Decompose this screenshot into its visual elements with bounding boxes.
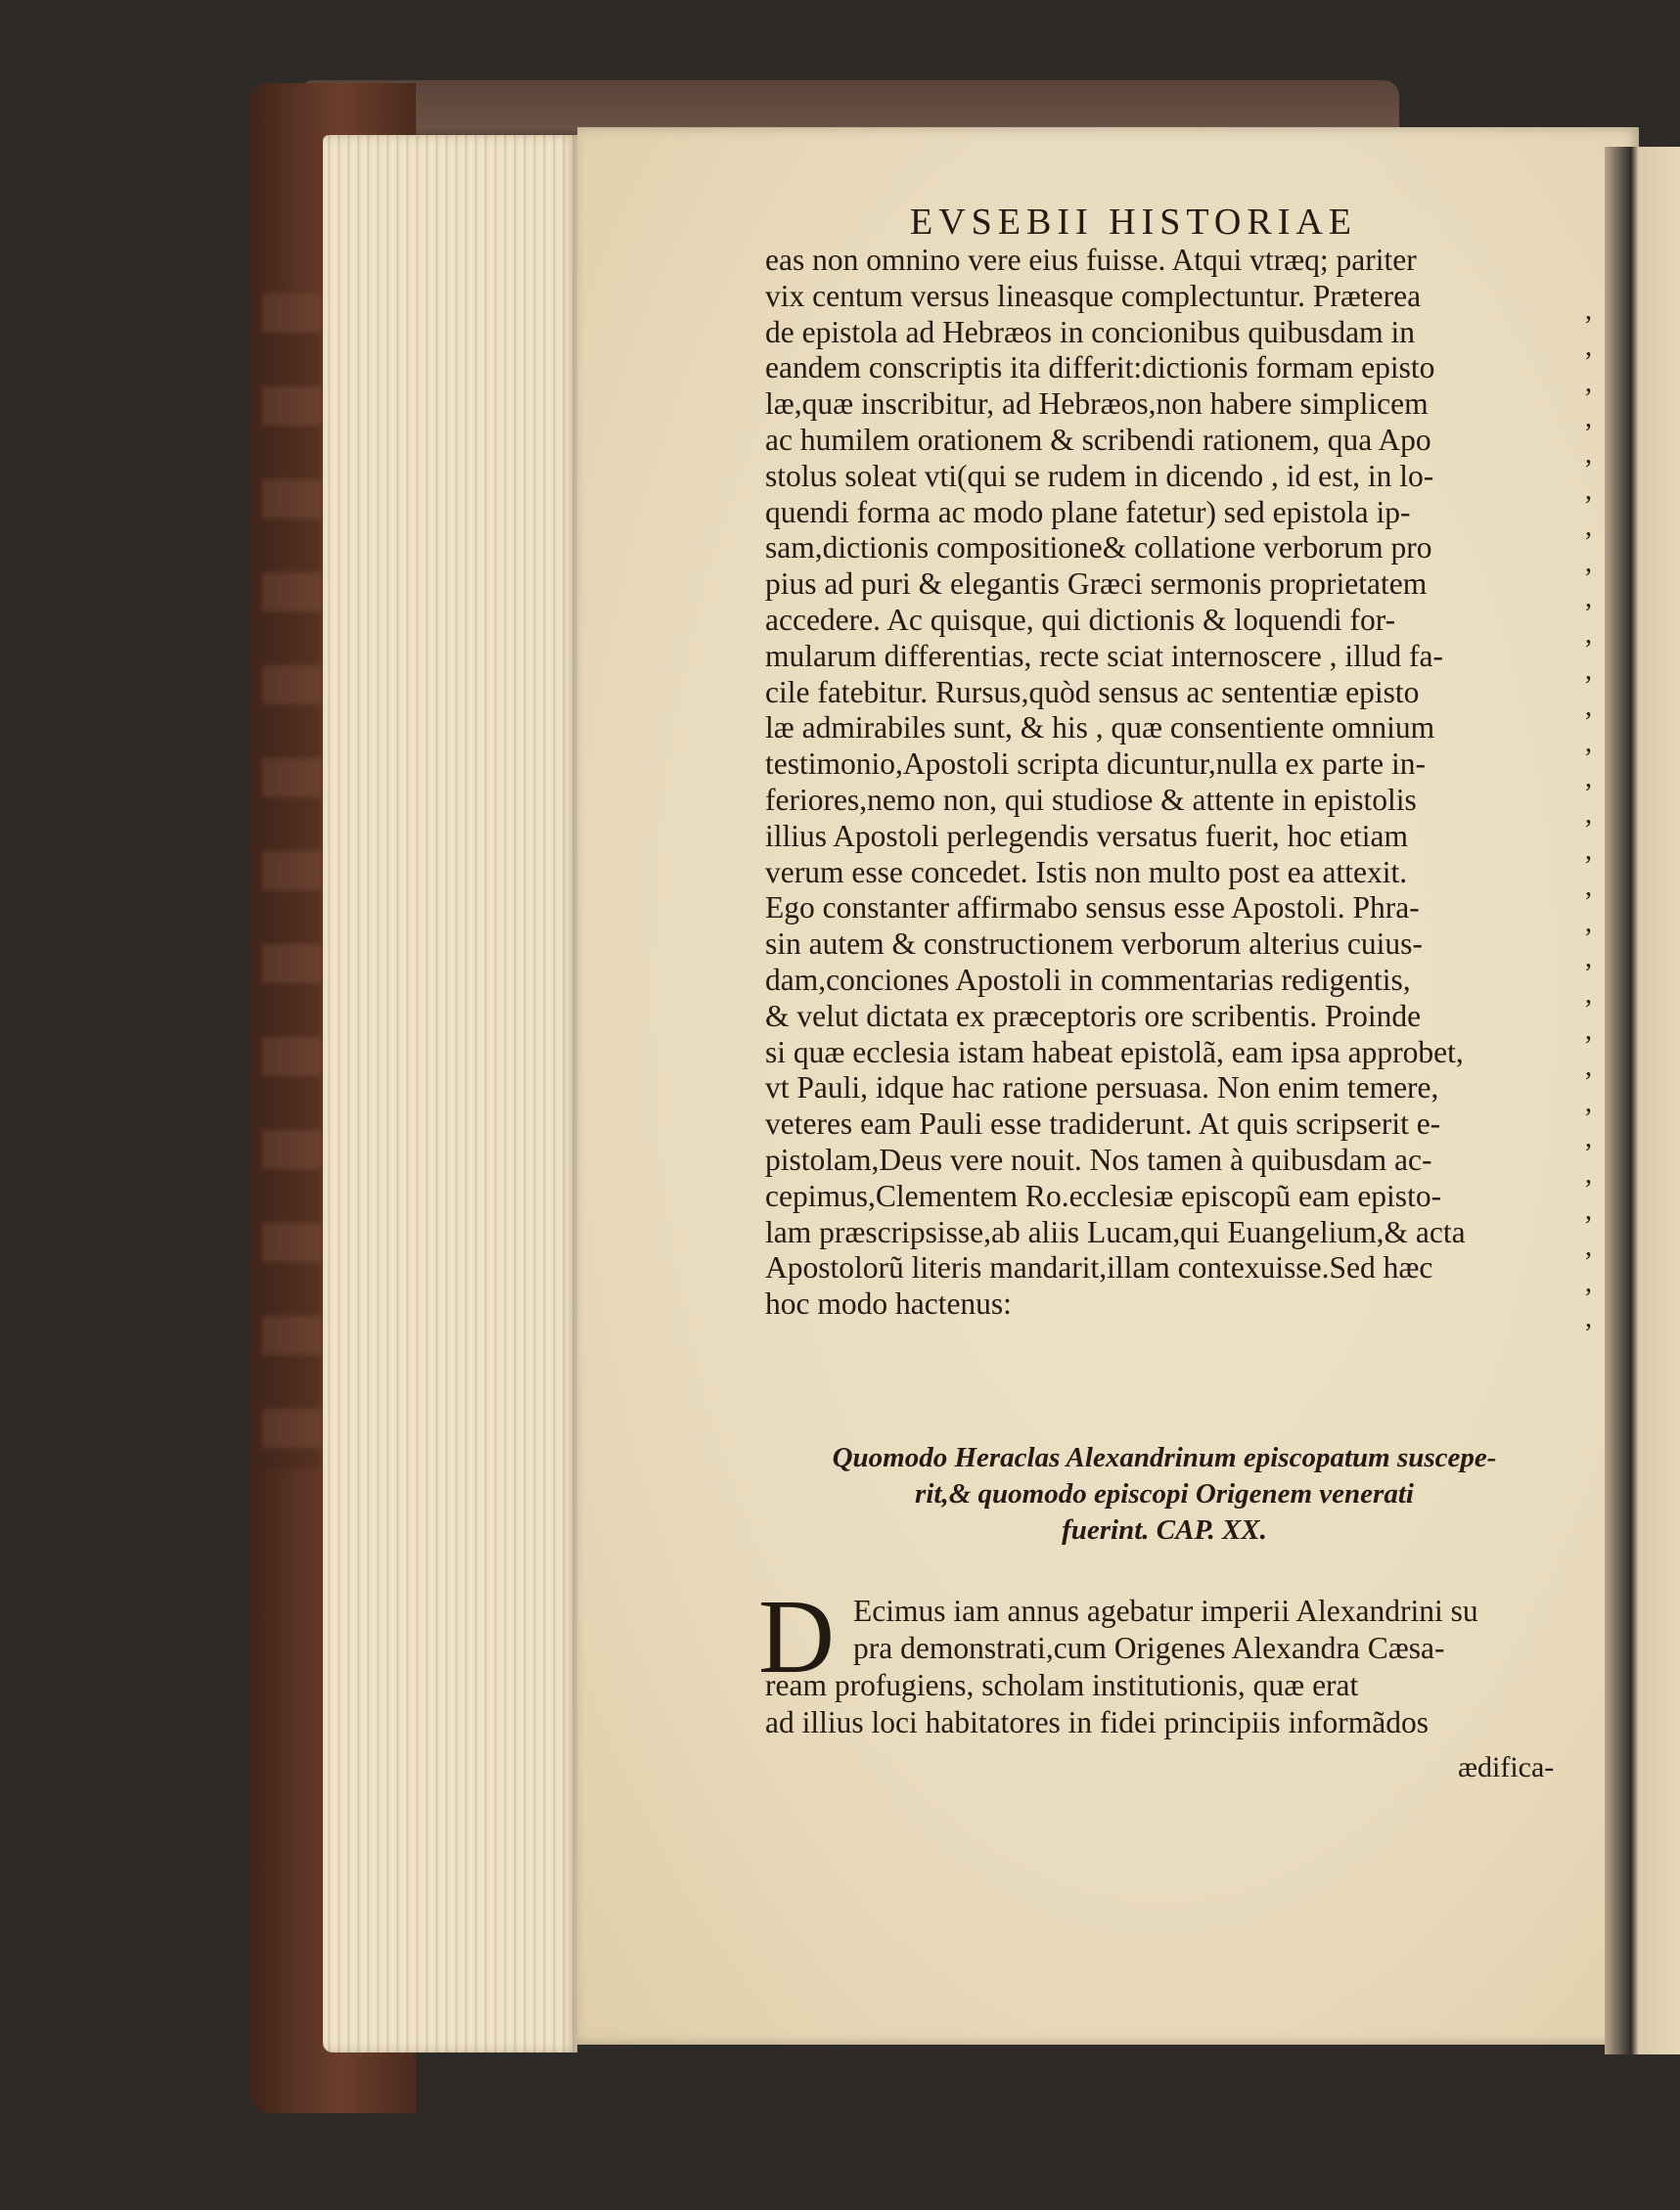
text-line: eandem conscriptis ita differit:dictionis formam episto <box>765 350 1435 385</box>
text-line: quendi forma ac modo plane fatetur) sed epistola ip- <box>765 494 1411 529</box>
text-line: Ego constanter affirmabo sensus esse Apostoli. Phra- <box>765 890 1420 925</box>
binding-wear-texture <box>262 293 321 1467</box>
text-line: ream profugiens, scholam institutionis, quæ erat <box>765 1668 1359 1702</box>
text-line: & velut dictata ex præceptoris ore scribentis. Proinde <box>765 998 1422 1033</box>
text-line: eas non omnino vere eius fuisse. Atqui vtræq; pariter <box>765 243 1417 277</box>
text-line: pra demonstrati,cum Origenes Alexandra Cæsa- <box>853 1631 1445 1665</box>
quote-mark: , <box>1585 1015 1592 1046</box>
quote-mark: , <box>1585 583 1592 614</box>
running-head: EVSEBII HISTORIAE <box>910 202 1358 243</box>
text-line: cepimus,Clementem Ro.ecclesiæ episcopũ eam episto- <box>765 1178 1442 1213</box>
chapter-heading-line: fuerint. CAP. XX. <box>1062 1514 1267 1546</box>
quote-mark: , <box>1585 871 1592 902</box>
quote-mark: , <box>1585 1195 1592 1226</box>
text-line: hoc modo hactenus: <box>765 1286 1012 1322</box>
quote-mark: , <box>1585 1051 1592 1082</box>
text-line: cile fatebitur. Rursus,quòd sensus ac sententiæ episto <box>765 674 1420 709</box>
quote-mark: , <box>1585 331 1592 362</box>
chapter-heading <box>763 1440 1566 1549</box>
text-line: ac humilem orationem & scribendi rationem, qua Apo <box>765 422 1431 457</box>
quote-mark: , <box>1585 403 1592 434</box>
quote-mark: , <box>1585 1303 1592 1334</box>
quote-mark: , <box>1585 619 1592 651</box>
quote-mark: , <box>1585 834 1592 866</box>
quote-mark: , <box>1585 367 1592 398</box>
quote-mark: , <box>1585 1267 1592 1298</box>
quote-mark: , <box>1585 907 1592 938</box>
quote-mark: , <box>1585 295 1592 326</box>
chapter-text <box>765 1593 1577 1741</box>
drop-capital: D <box>758 1579 835 1695</box>
quote-mark: , <box>1585 979 1592 1011</box>
text-line: pius ad puri & elegantis Græci sermonis proprietatem <box>765 566 1428 602</box>
quote-mark: , <box>1585 1231 1592 1262</box>
quote-mark: , <box>1585 799 1592 831</box>
text-line: ad illius loci habitatores in fidei principiis informãdos <box>765 1705 1429 1739</box>
quote-mark: , <box>1585 691 1592 722</box>
quote-mark: , <box>1585 763 1592 794</box>
quote-mark: , <box>1585 547 1592 578</box>
quote-mark: , <box>1585 943 1592 974</box>
text-line: læ,quæ inscribitur, ad Hebræos,non habere simplicem <box>765 386 1429 422</box>
chapter-heading-line: rit,& quomodo episcopi Origenem venerati <box>915 1478 1414 1510</box>
quote-mark: , <box>1585 1087 1592 1118</box>
page-block-edge <box>323 135 577 2052</box>
text-line: accedere. Ac quisque, qui dictionis & loquendi for- <box>765 602 1396 637</box>
text-line: lam præscripsisse,ab aliis Lucam,qui Euangelium,& acta <box>765 1214 1466 1249</box>
text-line: vix centum versus lineasque complectuntur. Præterea <box>765 278 1422 313</box>
text-line: vt Pauli, idque hac ratione persuasa. Non enim temere, <box>765 1070 1439 1105</box>
text-line: verum esse concedet. Istis non multo post ea attexit. <box>765 854 1408 889</box>
text-line: stolus soleat vti(qui se rudem in dicendo , id est, in lo- <box>765 458 1434 493</box>
quote-mark: , <box>1585 439 1592 471</box>
catchword: ædifica- <box>1458 1751 1555 1783</box>
text-line: dam,conciones Apostoli in commentarias redigentis, <box>765 962 1411 997</box>
text-line: pistolam,Deus vere nouit. Nos tamen à quibusdam ac- <box>765 1142 1432 1177</box>
quote-mark: , <box>1585 654 1592 686</box>
text-line: sin autem & constructionem verborum alterius cuius- <box>765 926 1423 962</box>
quote-mark: , <box>1585 1159 1592 1191</box>
text-line: læ admirabiles sunt, & his , quæ consentiente omnium <box>765 710 1435 745</box>
quote-mark: , <box>1585 1123 1592 1154</box>
text-line: de epistola ad Hebræos in concionibus quibusdam in <box>765 314 1416 349</box>
quote-mark: , <box>1585 727 1592 758</box>
chapter-heading-line: Quomodo Heraclas Alexandrinum episcopatum suscepe- <box>832 1442 1497 1473</box>
text-line: Ecimus iam annus agebatur imperii Alexandrini su <box>853 1594 1478 1628</box>
quote-mark: , <box>1585 511 1592 542</box>
text-line: Apostolorũ literis mandarit,illam contexuisse.Sed hæc <box>765 1250 1433 1285</box>
text-line: sam,dictionis compositione& collatione verborum pro <box>765 530 1432 565</box>
text-line: veteres eam Pauli esse tradiderunt. At quis scripserit e- <box>765 1106 1441 1142</box>
page-gutter <box>1605 147 1680 2054</box>
main-text <box>765 243 1587 1323</box>
text-line: mularum differentias, recte sciat internoscere , illud fa- <box>765 638 1443 673</box>
text-line: feriores,nemo non, qui studiose & attente in epistolis <box>765 782 1417 817</box>
text-line: si quæ ecclesia istam habeat epistolã, eam ipsa approbet, <box>765 1034 1464 1069</box>
quote-mark: , <box>1585 474 1592 506</box>
quotation-marks-margin <box>1585 293 1605 1337</box>
text-line: testimonio,Apostoli scripta dicuntur,nulla ex parte in- <box>765 746 1426 782</box>
text-line: illius Apostoli perlegendis versatus fuerit, hoc etiam <box>765 818 1408 853</box>
